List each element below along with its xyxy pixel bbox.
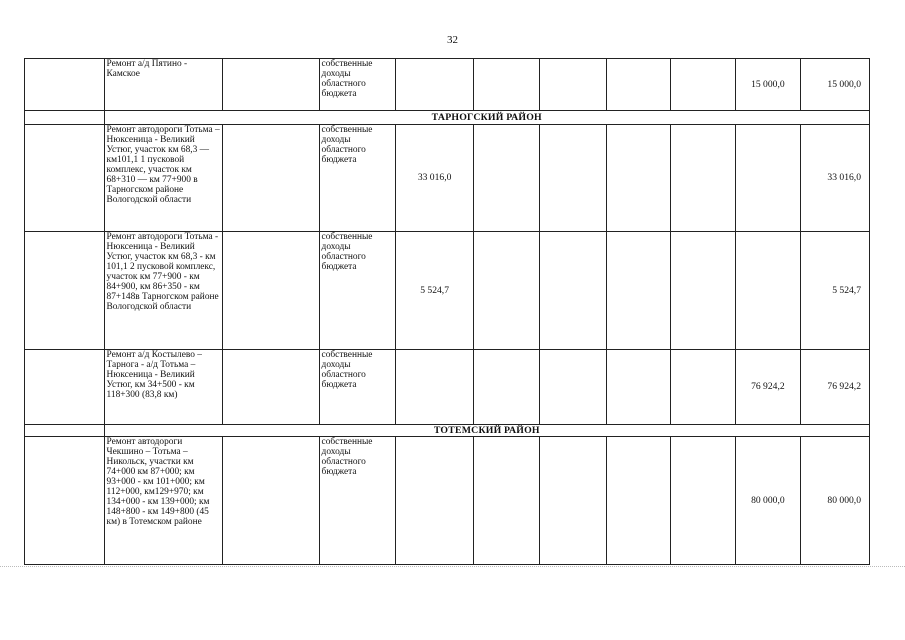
- value-cell: [606, 232, 671, 350]
- section-row: [25, 425, 870, 437]
- total-cell: 15 000,0: [801, 59, 870, 111]
- value-cell: [474, 437, 540, 565]
- value-cell: [606, 125, 671, 232]
- budget-table: [24, 58, 870, 565]
- value-cell: [539, 437, 606, 565]
- number-cell: [25, 59, 105, 111]
- value-cell: [395, 350, 473, 425]
- object-name-cell: Ремонт автодороги Чекшино – Тотьма – Никольск, участки км 74+000 км 87+000; км 93+000 - км 101+000; км 112+000, км129+970; км 134+000 - км 139+000; км 148+800 - км 149+800 (45 км) в Тотемском районе: [104, 437, 222, 565]
- value-cell: [474, 350, 540, 425]
- table-row: [25, 125, 870, 232]
- total-cell: 5 524,7: [801, 232, 870, 350]
- value-cell: [395, 59, 473, 111]
- funding-source-cell: собственные доходы областного бюджета: [319, 232, 395, 350]
- funding-source-cell: собственные доходы областного бюджета: [319, 125, 395, 232]
- object-name-cell: Ремонт автодороги Тотьма – Нюксеница - Великий Устюг, участок км 68,3 — км101,1 1 пусковой комплекс, участок км 68+310 — км 77+900 в Тарногском районе Вологодской области: [104, 125, 222, 232]
- section-spacer-cell: [25, 425, 105, 437]
- spacer-cell: [222, 437, 319, 565]
- spacer-cell: [222, 125, 319, 232]
- section-title: ТОТЕМСКИЙ РАЙОН: [104, 425, 869, 437]
- value-cell: [539, 59, 606, 111]
- value-cell: 5 524,7: [395, 232, 473, 350]
- value-cell: [606, 350, 671, 425]
- table-row: [25, 232, 870, 350]
- spacer-cell: [222, 232, 319, 350]
- table-row: [25, 350, 870, 425]
- object-name-cell: Ремонт а/д Пятино - Камское: [104, 59, 222, 111]
- value-cell: [474, 125, 540, 232]
- total-cell: 80 000,0: [801, 437, 870, 565]
- page-edge-line: [0, 566, 905, 568]
- value-cell: [671, 232, 736, 350]
- value-cell: 76 924,2: [735, 350, 801, 425]
- number-cell: [25, 232, 105, 350]
- total-cell: 76 924,2: [801, 350, 870, 425]
- value-cell: [395, 437, 473, 565]
- value-cell: [671, 125, 736, 232]
- number-cell: [25, 125, 105, 232]
- object-name-cell: Ремонт а/д Костылево – Тарнога - а/д Тотьма – Нюксеница - Великий Устюг, км 34+500 - км 118+300 (83,8 км): [104, 350, 222, 425]
- value-cell: [474, 232, 540, 350]
- table-row: [25, 59, 870, 111]
- spacer-cell: [222, 59, 319, 111]
- section-spacer-cell: [25, 111, 105, 125]
- table-row: [25, 437, 870, 565]
- value-cell: 15 000,0: [735, 59, 801, 111]
- value-cell: [606, 59, 671, 111]
- value-cell: [671, 59, 736, 111]
- number-cell: [25, 437, 105, 565]
- value-cell: [735, 232, 801, 350]
- section-title: ТАРНОГСКИЙ РАЙОН: [104, 111, 869, 125]
- value-cell: [671, 437, 736, 565]
- funding-source-cell: собственные доходы областного бюджета: [319, 437, 395, 565]
- value-cell: [539, 350, 606, 425]
- spacer-cell: [222, 350, 319, 425]
- value-cell: [735, 125, 801, 232]
- value-cell: [474, 59, 540, 111]
- value-cell: [671, 350, 736, 425]
- number-cell: [25, 350, 105, 425]
- funding-source-cell: собственные доходы областного бюджета: [319, 59, 395, 111]
- section-row: [25, 111, 870, 125]
- value-cell: [539, 125, 606, 232]
- object-name-cell: Ремонт автодороги Тотьма - Нюксеница - Великий Устюг, участок км 68,3 - км 101,1 2 пусковой комплекс, участок км 77+900 - км 84+900, км 86+350 - км 87+148в Тарногском районе Вологодской области: [104, 232, 222, 350]
- page-number: 32: [447, 34, 458, 46]
- value-cell: [606, 437, 671, 565]
- funding-source-cell: собственные доходы областного бюджета: [319, 350, 395, 425]
- total-cell: 33 016,0: [801, 125, 870, 232]
- value-cell: 80 000,0: [735, 437, 801, 565]
- value-cell: [539, 232, 606, 350]
- value-cell: 33 016,0: [395, 125, 473, 232]
